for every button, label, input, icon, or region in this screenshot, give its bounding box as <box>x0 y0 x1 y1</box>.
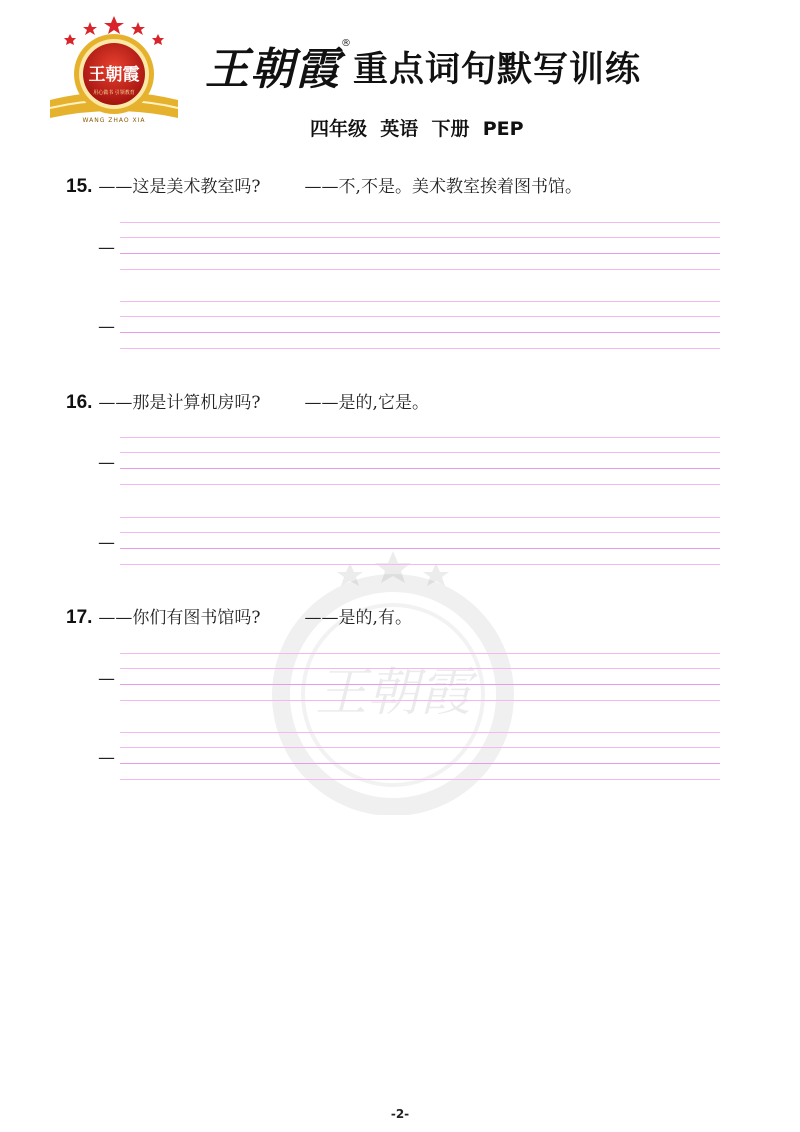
page-number: -2- <box>390 1107 410 1121</box>
book-subtitle: 四年级 英语 下册 PEP <box>310 118 524 140</box>
line-dash: — <box>98 317 115 337</box>
watermark-text: 王朝霞 <box>314 663 472 723</box>
question-prompt: ——这是美术教室吗? <box>98 177 261 197</box>
question-prompt-line <box>66 172 746 202</box>
question-prompt: ——那是计算机房吗? <box>98 393 261 413</box>
question-answer-prompt: ——不,不是。美术教室挨着图书馆。 <box>304 177 582 197</box>
question-answer-prompt: ——是的,它是。 <box>304 393 429 413</box>
registered-mark: ® <box>341 38 351 49</box>
four-line-grid <box>120 301 720 349</box>
line-dash: — <box>98 748 115 768</box>
four-line-grid <box>120 517 720 565</box>
writing-line[interactable] <box>98 653 758 701</box>
brand-header <box>205 38 642 96</box>
writing-line[interactable] <box>98 222 758 270</box>
question-number: 15. <box>66 176 93 197</box>
question-number: 16. <box>66 392 93 413</box>
book-title: 重点词句默写训练 <box>353 50 642 90</box>
line-dash: — <box>98 669 115 689</box>
question-prompt-line <box>66 388 746 418</box>
line-dash: — <box>98 533 115 553</box>
question-16 <box>66 388 746 553</box>
wang-zhaoxia-logo <box>46 14 182 132</box>
logo-name-text: 王朝霞 <box>88 65 140 85</box>
four-line-grid <box>120 653 720 701</box>
line-dash: — <box>98 453 115 473</box>
question-number: 17. <box>66 607 93 628</box>
question-15 <box>66 172 746 337</box>
question-prompt: ——你们有图书馆吗? <box>98 608 261 628</box>
writing-line[interactable] <box>98 437 758 485</box>
question-prompt-line <box>66 603 746 633</box>
writing-line[interactable] <box>98 301 758 349</box>
logo-slogan-text: 用心做书 引领教育 <box>93 90 135 96</box>
writing-line[interactable] <box>98 732 758 780</box>
question-answer-prompt: ——是的,有。 <box>304 608 412 628</box>
four-line-grid <box>120 222 720 270</box>
logo-ring-text: WANG ZHAO XIA <box>82 117 146 124</box>
writing-line[interactable] <box>98 517 758 565</box>
four-line-grid <box>120 437 720 485</box>
line-dash: — <box>98 238 115 258</box>
four-line-grid <box>120 732 720 780</box>
brand-script-text: 王朝霞 <box>205 44 340 95</box>
